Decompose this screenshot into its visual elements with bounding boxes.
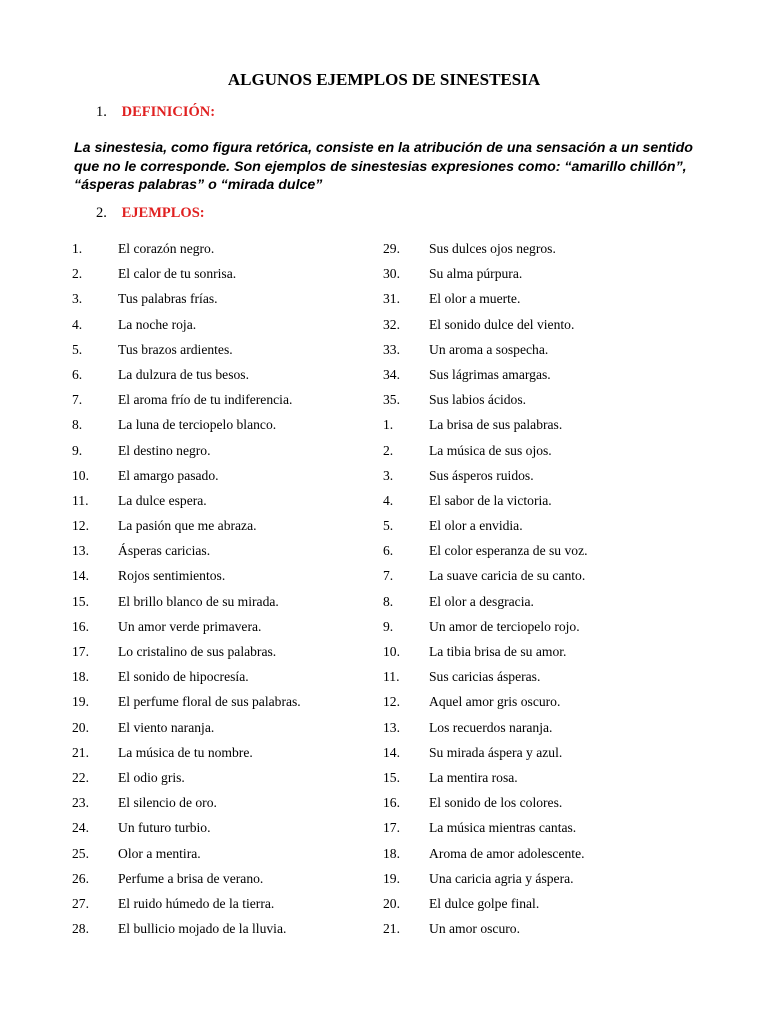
list-item-number: 13.: [383, 719, 400, 735]
list-item-number: 35.: [383, 392, 400, 408]
list-item: [72, 365, 372, 390]
list-item-text: El calor de tu sonrisa.: [118, 266, 237, 282]
list-item-text: Un amor verde primavera.: [118, 618, 262, 634]
list-item-number: 12.: [72, 518, 89, 534]
list-item-text: La luna de terciopelo blanco.: [118, 417, 277, 433]
list-item-text: Olor a mentira.: [118, 845, 201, 861]
list-item-number: 6.: [72, 366, 83, 382]
list-item: [72, 869, 372, 894]
list-item: [383, 365, 713, 390]
list-item-number: 7.: [72, 392, 83, 408]
list-item: [383, 441, 713, 466]
list-item-text: Su alma púrpura.: [429, 266, 523, 282]
list-item: [383, 844, 713, 869]
document-title: ALGUNOS EJEMPLOS DE SINESTESIA: [227, 70, 541, 89]
list-item-number: 19.: [72, 694, 89, 710]
list-item-number: 22.: [72, 769, 89, 785]
list-item-number: 9.: [72, 442, 83, 458]
list-item: [383, 617, 713, 642]
list-item-text: Tus palabras frías.: [118, 291, 218, 307]
list-item: [383, 390, 713, 415]
list-item-text: Perfume a brisa de verano.: [118, 870, 264, 886]
list-item-text: Sus dulces ojos negros.: [429, 241, 556, 256]
list-item-number: 17.: [72, 644, 89, 659]
list-item-number: 4.: [72, 316, 83, 332]
list-item-text: Sus labios ácidos.: [429, 392, 527, 408]
list-item-number: 30.: [383, 266, 400, 282]
list-item-text: La tibia brisa de su amor.: [429, 644, 567, 659]
list-item-text: Su mirada áspera y azul.: [429, 744, 563, 760]
list-item-number: 9.: [383, 618, 394, 634]
list-item-number: 14.: [383, 744, 400, 760]
list-item: [383, 768, 713, 793]
list-item-text: Rojos sentimientos.: [118, 568, 226, 584]
list-item: [72, 793, 372, 818]
list-item-text: Aroma de amor adolescente.: [429, 845, 585, 861]
list-item-number: 10.: [72, 467, 89, 483]
list-item: [383, 566, 713, 591]
list-item-text: El sonido dulce del viento.: [429, 316, 575, 332]
list-item-text: Un amor oscuro.: [429, 921, 520, 937]
list-item: [72, 289, 372, 314]
list-item: [383, 743, 713, 768]
list-item-number: 23.: [72, 795, 89, 811]
list-item-number: 14.: [72, 568, 89, 584]
list-item-number: 8.: [383, 593, 394, 609]
list-item-text: Un amor de terciopelo rojo.: [429, 618, 580, 634]
list-item: [72, 592, 372, 617]
list-item-text: La dulzura de tus besos.: [118, 366, 249, 382]
list-item-number: 1.: [72, 241, 83, 256]
list-item: [383, 793, 713, 818]
list-item-number: 31.: [383, 291, 400, 307]
list-item-number: 25.: [72, 845, 89, 861]
list-item-text: El olor a desgracia.: [429, 593, 534, 609]
list-item: [383, 592, 713, 617]
list-item-number: 34.: [383, 366, 400, 382]
list-item-number: 18.: [383, 845, 400, 861]
list-item-text: Lo cristalino de sus palabras.: [118, 644, 277, 659]
list-item: [383, 491, 713, 516]
list-item-text: El destino negro.: [118, 442, 211, 458]
list-item: [72, 566, 372, 591]
list-item-text: El olor a muerte.: [429, 291, 521, 307]
list-item: [72, 466, 372, 491]
list-item: [72, 642, 372, 667]
list-item-text: Sus caricias ásperas.: [429, 669, 541, 685]
list-item-text: La mentira rosa.: [429, 769, 518, 785]
list-item: [383, 667, 713, 692]
list-item-text: Los recuerdos naranja.: [429, 719, 553, 735]
section-heading-definicion: [96, 104, 215, 121]
list-item: [383, 818, 713, 843]
examples-list-left: [72, 239, 372, 944]
list-item-text: Una caricia agria y áspera.: [429, 870, 574, 886]
list-item-text: El bullicio mojado de la lluvia.: [118, 921, 287, 937]
list-item-text: Tus brazos ardientes.: [118, 341, 233, 357]
list-item-number: 32.: [383, 316, 400, 332]
list-item: [72, 818, 372, 843]
list-item-number: 2.: [72, 266, 83, 282]
list-item-text: La música de sus ojos.: [429, 442, 552, 458]
list-item: [72, 617, 372, 642]
list-item: [72, 340, 372, 365]
list-item-text: El sabor de la victoria.: [429, 492, 552, 508]
section-label: DEFINICIÓN:: [121, 104, 216, 120]
list-item-number: 3.: [72, 291, 83, 307]
list-item-number: 15.: [72, 593, 89, 609]
list-item-text: La dulce espera.: [118, 492, 207, 508]
list-item: [72, 315, 372, 340]
list-item-text: El sonido de hipocresía.: [118, 669, 249, 685]
list-item: [383, 289, 713, 314]
list-item: [383, 869, 713, 894]
list-item-number: 6.: [383, 543, 394, 559]
list-item: [383, 541, 713, 566]
list-item-text: El odio gris.: [118, 769, 185, 785]
list-item: [383, 340, 713, 365]
list-item: [72, 516, 372, 541]
list-item-number: 11.: [383, 669, 400, 685]
list-item: [383, 315, 713, 340]
list-item-number: 27.: [72, 895, 89, 911]
list-item: [72, 718, 372, 743]
section-heading-ejemplos: [96, 205, 205, 222]
list-item: [383, 466, 713, 491]
list-item-text: Sus lágrimas amargas.: [429, 366, 551, 382]
list-item: [72, 415, 372, 440]
list-item: [383, 894, 713, 919]
list-item-number: 1.: [383, 417, 394, 433]
list-item-number: 20.: [383, 895, 400, 911]
list-item: [383, 718, 713, 743]
list-item: [383, 919, 713, 944]
list-item-number: 4.: [383, 492, 394, 508]
list-item-text: Ásperas caricias.: [118, 543, 211, 559]
list-item-number: 16.: [383, 795, 400, 811]
list-item: [72, 541, 372, 566]
list-item-number: 17.: [383, 820, 400, 836]
list-item-number: 3.: [383, 467, 394, 483]
list-item-text: El silencio de oro.: [118, 795, 217, 811]
list-item-text: La noche roja.: [118, 316, 197, 332]
list-item-text: El corazón negro.: [118, 241, 215, 256]
list-item-text: El brillo blanco de su mirada.: [118, 593, 279, 609]
list-item-text: El olor a envidia.: [429, 518, 523, 534]
list-item-number: 24.: [72, 820, 89, 836]
list-item: [383, 264, 713, 289]
list-item-number: 21.: [383, 921, 400, 937]
list-item-number: 19.: [383, 870, 400, 886]
list-item-text: La música mientras cantas.: [429, 820, 577, 836]
list-item: [72, 894, 372, 919]
list-item-text: El sonido de los colores.: [429, 795, 563, 811]
list-item-text: El viento naranja.: [118, 719, 215, 735]
list-item: [383, 692, 713, 717]
list-item-number: 16.: [72, 618, 89, 634]
list-item-text: El amargo pasado.: [118, 467, 219, 483]
list-item: [72, 239, 372, 264]
list-item-number: 8.: [72, 417, 83, 433]
list-item-number: 5.: [72, 341, 83, 357]
list-item-number: 2.: [383, 442, 394, 458]
list-item-text: Sus ásperos ruidos.: [429, 467, 534, 483]
list-item-number: 13.: [72, 543, 89, 559]
list-item-text: El perfume floral de sus palabras.: [118, 694, 301, 710]
list-item: [383, 239, 713, 264]
list-item-text: El dulce golpe final.: [429, 895, 540, 911]
list-item-text: El ruido húmedo de la tierra.: [118, 895, 275, 911]
list-item-text: Un aroma a sospecha.: [429, 341, 549, 357]
list-item-number: 5.: [383, 518, 394, 534]
list-item-number: 15.: [383, 769, 400, 785]
list-item-number: 28.: [72, 921, 89, 937]
list-item: [383, 415, 713, 440]
list-item-text: La brisa de sus palabras.: [429, 417, 563, 433]
list-item-number: 11.: [72, 492, 89, 508]
list-item-text: La música de tu nombre.: [118, 744, 253, 760]
list-item-number: 10.: [383, 644, 400, 659]
list-item-text: La pasión que me abraza.: [118, 518, 257, 534]
list-item-text: Un futuro turbio.: [118, 820, 211, 836]
list-item-number: 20.: [72, 719, 89, 735]
list-item: [383, 642, 713, 667]
list-item-text: El color esperanza de su voz.: [429, 543, 588, 559]
list-item-number: 21.: [72, 744, 89, 760]
section-number: 1.: [96, 104, 107, 120]
list-item-number: 7.: [383, 568, 394, 584]
list-item-text: La suave caricia de su canto.: [429, 568, 586, 584]
list-item: [72, 491, 372, 516]
list-item: [72, 844, 372, 869]
list-item: [72, 743, 372, 768]
list-item: [72, 768, 372, 793]
list-item: [72, 441, 372, 466]
definition-paragraph: La sinestesia, como figura retórica, consiste en la atribución de una sensación a un sentido que no le corresponde. Son ejemplos de sinestesias expresiones como: “amarillo chillón”, “ásperas palabras” o “mirada dulce”: [74, 140, 693, 193]
list-item-number: 26.: [72, 870, 89, 886]
section-number: 2.: [96, 205, 107, 221]
list-item-number: 12.: [383, 694, 400, 710]
list-item-number: 29.: [383, 241, 400, 256]
section-label: EJEMPLOS:: [121, 205, 205, 221]
list-item-number: 18.: [72, 669, 89, 685]
list-item: [72, 919, 372, 944]
list-item: [72, 264, 372, 289]
list-item: [72, 692, 372, 717]
list-item: [383, 516, 713, 541]
list-item-number: 33.: [383, 341, 400, 357]
list-item: [72, 390, 372, 415]
examples-list-right: [383, 239, 713, 944]
list-item-text: Aquel amor gris oscuro.: [429, 694, 561, 710]
list-item: [72, 667, 372, 692]
list-item-text: El aroma frío de tu indiferencia.: [118, 392, 293, 408]
